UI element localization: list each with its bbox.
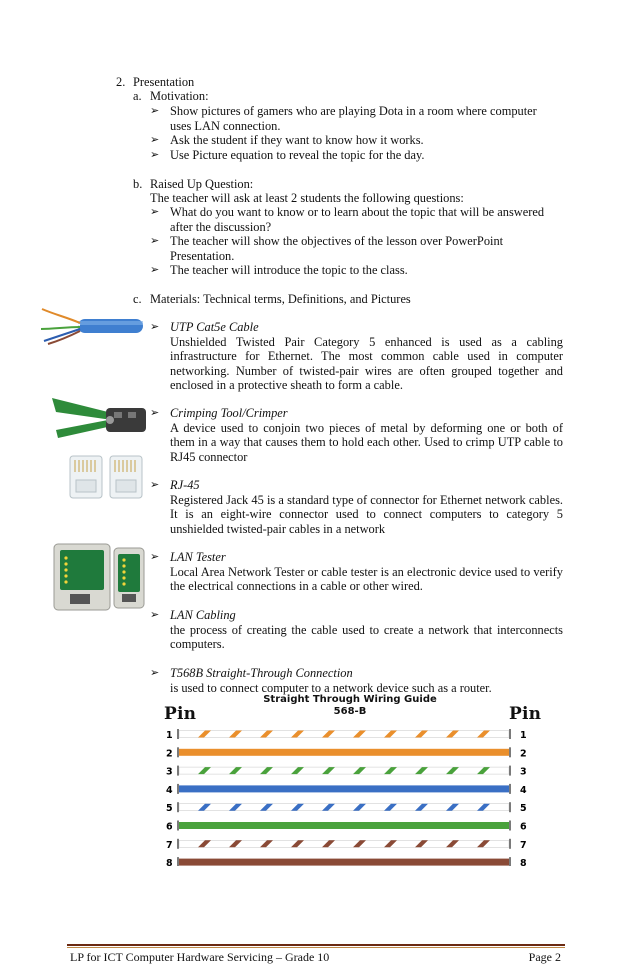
motivation-bullet-2: ➢ Ask the student if they want to know how it works.	[150, 133, 424, 147]
wire-pin-right: 7	[520, 839, 527, 851]
wire-pin-left: 1	[166, 730, 173, 741]
material-desc: Unshielded Twisted Pair Category 5 enhanced is used as a cabling infrastructure for Ethernet. The most common cable used in computer networking. Number of twisted-pair wires are often grouped together and enclosed in a protective sheath to form a cable.	[170, 334, 563, 393]
raised-intro: The teacher will ask at least 2 students the following questions:	[150, 191, 464, 205]
wiring-guide	[160, 694, 540, 866]
material-desc: the process of creating the cable used to create a network that interconnects computers.	[170, 622, 563, 652]
wire-pin-left: 2	[166, 748, 173, 760]
wire-body	[179, 785, 509, 792]
wire-pin-left: 3	[166, 766, 173, 778]
footer-rule-light	[67, 947, 565, 948]
wire-4	[166, 784, 527, 796]
wire-pin-right: 4	[520, 784, 527, 796]
footer-left: LP for ICT Computer Hardware Servicing – Grade 10	[70, 950, 330, 964]
bullet-arrow-icon: ➢	[150, 104, 160, 117]
wire-pin-right: 5	[520, 803, 527, 815]
wire-pin-left: 7	[166, 839, 173, 851]
bullet-arrow-icon: ➢	[150, 320, 160, 333]
motivation-label: a.	[133, 89, 142, 103]
footer-rule-dark	[67, 944, 565, 946]
wire-8	[166, 857, 527, 866]
motivation-title: Motivation:	[150, 89, 209, 103]
material-utp-cable	[150, 320, 563, 393]
material-name: LAN Cabling	[170, 608, 236, 622]
wiring-diagram	[160, 694, 540, 866]
material-desc: is used to connect computer to a network device such as a router.	[170, 680, 492, 695]
bullet-arrow-icon: ➢	[150, 205, 160, 218]
bullet-arrow-icon: ➢	[150, 666, 160, 679]
wire-body	[179, 749, 509, 756]
wire-6	[166, 821, 527, 833]
wire-body	[179, 767, 509, 774]
material-crimping-tool	[150, 406, 563, 464]
motivation-bullet-1: ➢ Show pictures of gamers who are playing Dota in a room where computer uses LAN connection.	[150, 104, 537, 133]
wire-7	[166, 839, 527, 851]
bullet-arrow-icon: ➢	[150, 148, 160, 161]
pin-label-right: Pin	[509, 704, 542, 724]
footer-page-number: Page 2	[528, 950, 561, 964]
wiring-guide-subtitle: 568-B	[333, 706, 367, 717]
material-name: Crimping Tool/Crimper	[170, 406, 288, 420]
wire-pin-right: 6	[520, 821, 527, 833]
wire-body	[179, 804, 509, 811]
section-number: 2.	[116, 75, 126, 89]
wiring-guide-title: Straight Through Wiring Guide	[263, 694, 437, 705]
wire-pin-left: 5	[166, 803, 173, 815]
motivation-bullet-3: ➢ Use Picture equation to reveal the topic for the day.	[150, 148, 425, 162]
bullet-arrow-icon: ➢	[150, 133, 160, 146]
wire-pin-left: 8	[166, 858, 173, 866]
material-desc: Registered Jack 45 is a standard type of connector for Ethernet network cables. It is an eight-wire connector used to connect computers to category 5 unshielded twisted-pair cables in a network	[170, 492, 563, 536]
material-name: RJ-45	[170, 478, 200, 492]
raised-label: b.	[133, 177, 143, 191]
materials-label: c.	[133, 292, 142, 306]
material-rj45	[150, 478, 563, 536]
wire-body	[179, 822, 509, 829]
wire-pin-left: 6	[166, 821, 173, 833]
material-desc: A device used to conjoin two pieces of metal by deforming one or both of them in a way that causes them to hold each other. Used to crimp UTP cable to RJ45 connector	[170, 420, 563, 464]
material-name: T568B Straight-Through Connection	[170, 666, 353, 680]
material-lan-cabling	[150, 608, 563, 652]
wire-pin-right: 3	[520, 766, 527, 778]
pin-label-left: Pin	[164, 704, 197, 724]
bullet-arrow-icon: ➢	[150, 234, 160, 247]
wire-3	[166, 766, 527, 778]
material-t568b	[150, 666, 563, 695]
bullet-arrow-icon: ➢	[150, 550, 160, 563]
wire-pin-right: 1	[520, 730, 527, 741]
bullet-arrow-icon: ➢	[150, 406, 160, 419]
raised-bullet-1: ➢ What do you want to know or to learn about the topic that will be answered after the discussion?	[150, 205, 545, 234]
crimping-tool-illustration	[48, 390, 153, 440]
bullet-arrow-icon: ➢	[150, 608, 160, 621]
wire-pin-left: 4	[166, 784, 173, 796]
wire-1	[166, 729, 527, 741]
section-title: Presentation	[133, 75, 195, 89]
wire-pin-right: 8	[520, 858, 527, 866]
raised-bullet-3: ➢ The teacher will introduce the topic to the class.	[150, 263, 408, 277]
wire-body	[179, 731, 509, 738]
material-name: LAN Tester	[170, 550, 226, 564]
material-name: UTP Cat5e Cable	[170, 320, 259, 334]
wire-5	[166, 802, 527, 814]
wire-body	[179, 859, 509, 866]
material-desc: Local Area Network Tester or cable tester is an electronic device used to verify the electrical connections in a cable or other wired.	[170, 564, 563, 594]
bullet-arrow-icon: ➢	[150, 478, 160, 491]
wire-2	[166, 747, 527, 759]
utp-cable-illustration	[38, 305, 143, 345]
raised-title: Raised Up Question:	[150, 177, 254, 191]
bullet-arrow-icon: ➢	[150, 263, 160, 276]
wire-pin-right: 2	[520, 748, 527, 760]
wire-body	[179, 840, 509, 847]
rj45-connectors-illustration	[66, 452, 151, 502]
raised-bullet-2: ➢ The teacher will show the objectives of the lesson over PowerPoint Presentation.	[150, 234, 504, 263]
material-lan-tester	[150, 550, 563, 594]
lan-tester-illustration	[52, 540, 147, 612]
materials-title: Materials: Technical terms, Definitions, and Pictures	[150, 292, 411, 306]
